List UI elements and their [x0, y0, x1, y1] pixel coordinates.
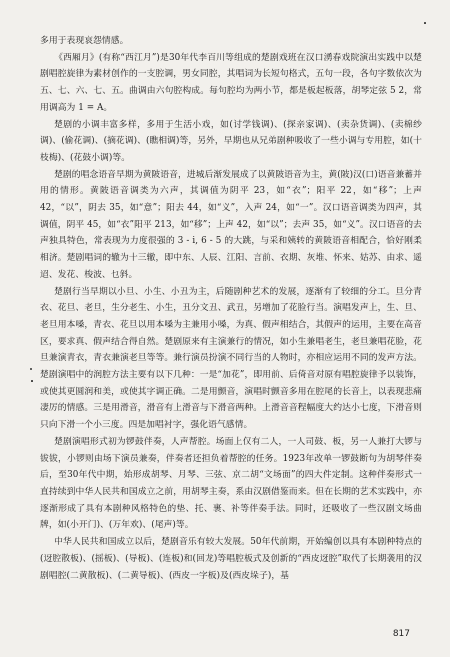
body-text: [40, 33, 422, 584]
paragraph-pronunciation: 楚剧的唱念语音早期为黄陂语音，进城后渐发展成了以黄陂语音为主，黄(陂)汉(口)语音兼蓄并用的情形。黄陂语音调类为六声，其调值为阴平 23，如“衣”；阳平 22，如“移”；上声 42，“以”，阴去 35，如“意”；阳去 44，如“义”，入声 24，如“一”。汉口语音调类为四声，其调值，阴平 45，如“衣”阳平 213，如“移”；上声 42，如“以”；去声 35，如“义”。汉口语音的去声独具特色，常表现为力度很强的 3 - i, 6 - 5 的大跳，与采和姨转的黄陂语音相配合，恰好刚柔相济。楚剧唱词的辙为十三辙，即中东、人辰、江阳、言前、衣期、灰堆、怀来、姑苏、由求、遥迢、发花、梭波、乜斜。: [40, 169, 422, 280]
paragraph-minor-tunes: 楚剧的小调丰富多样，多用于生活小戏，如(讨学钱调)、(探亲家调)、(卖杂货调)、(卖棉纱调)、(偷花调)、(摘花调)、(瞧相调)等，另外，早期也从兄弟剧种吸收了一些小调与专用腔，如(十枝梅)、(花鼓小调)等。: [40, 119, 422, 163]
paragraph-development: 中华人民共和国成立以后，楚剧音乐有较大发展。50年代前期，开始编创以具有本剧种特点的(迓腔散板)、(摇板)、(导板)、(连板)和(回龙)等唱腔板式及创新的“西皮迓腔”取代了长期袭用的汉剧唱腔(二黄散板)、(二黄导板)、(西皮一字板)及(西皮垛子)，基: [40, 537, 422, 581]
page-number: 817: [392, 629, 410, 639]
paragraph-accompaniment: 楚剧演唱形式初为锣鼓伴奏，人声帮腔。场面上仅有二人，一人司鼓、板，另一人兼打大锣与钹钹，小锣则由场下演员兼奏，伴奏者还担负着帮腔的任务。1923年改单一锣鼓断句为胡琴伴奏后，至30年代中期，始形成胡琴、月琴、三弦、京二胡“文场面”的四大件定制。这种伴奏形式一直持续到中华人民共和国成立之前，用胡琴主奏，系由汉剧借鉴而来。但在长期的艺术实践中，亦逐渐形成了具有本剧种风格特色的垫、托、裹、补等伴奏手法。同时，还吸收了一些汉剧文场曲牌，如(小开门)、(万年欢)、(尾声)等。: [40, 436, 422, 531]
paragraph-continued: 多用于表现哀怨情感。: [40, 36, 129, 46]
paragraph-role-types: 楚剧行当早期以小旦、小生、小丑为主，后随剧种艺术的发展，逐渐有了较细的分工。旦分青衣、花旦、老旦，生分老生、小生，丑分文丑、武丑，另增加了花脸行当。演唱发声上，生、旦、老旦用本嗓，青衣、花旦以用本嗓为主兼用小嗓，为真、假声相结合，其假声的运用，主要在高音区，要求真、假声结合得自然。楚剧原来有主演兼行的情况，如小生兼唱老生，老旦兼唱花脸，花旦兼演青衣，青衣兼演老旦等等。兼行演员扮演不同行当的人物时，亦相应运用不同的发声方法。楚剧演唱中的润腔方法主要有以下几种：一是“加花”，即用前、后倚音对原有唱腔旋律予以装饰，或使其更圆润和美，或使其字调正确。二是用颤音，演唱时颤音多用在腔尾的长音上，以表现悲痛凄厉的情感。三是用滑音，滑音有上滑音与下滑音两种。上滑音音程幅度大约达小七度，下滑音则只向下滑一个小三度。四是加唱衬字，强化语气感情。: [40, 286, 422, 431]
paragraph-xixiangyue: 《西厢月》(有称“西江月”)是30年代李百川等组成的楚剧戏班在汉口湧春戏院演出实践中以楚剧唱腔旋律为素材创作的一支腔调，男女同腔，其唱词为长短句格式，五句一段，各句字数依次为五、七、六、七、五。曲调由六句腔构成。每句腔均为两小节，都是板起板落，胡琴定弦 5 2，常用调高为 1 = A。: [40, 52, 422, 113]
